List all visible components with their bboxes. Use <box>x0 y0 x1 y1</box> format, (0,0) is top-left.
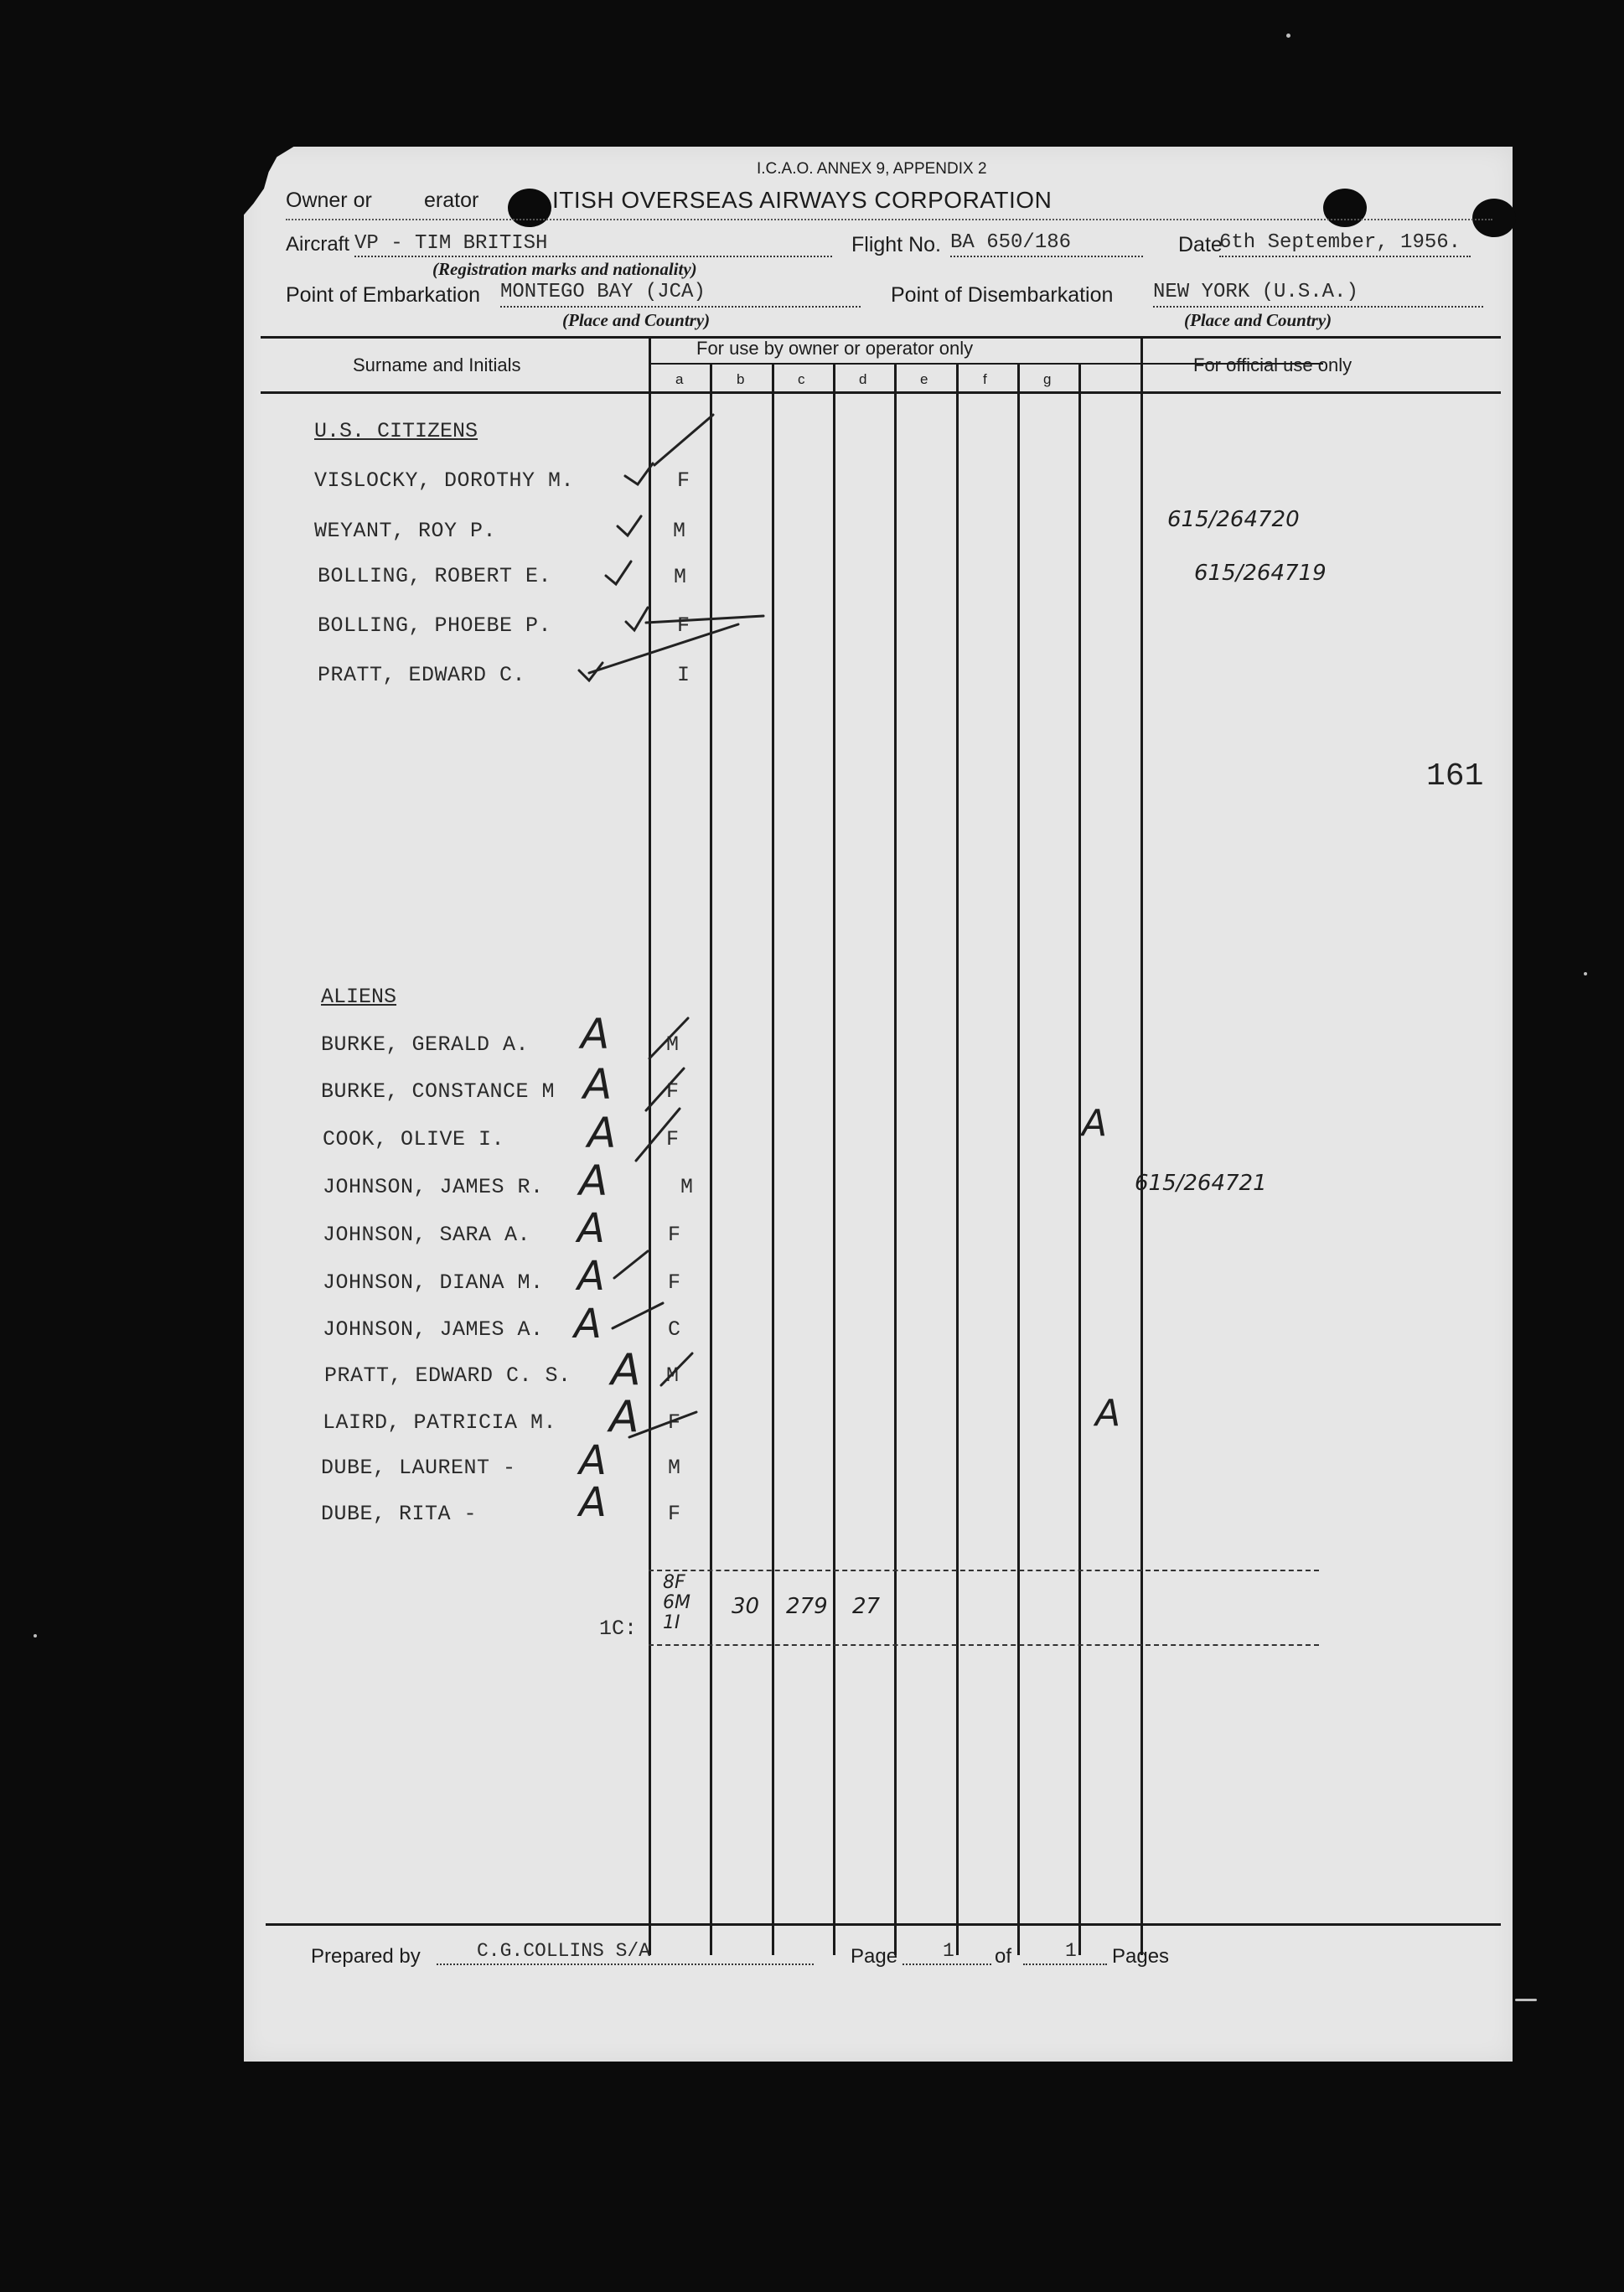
official-number: 615/264720 <box>1167 507 1300 532</box>
passenger-name: BOLLING, ROBERT E. <box>318 564 552 588</box>
passenger-sex: I <box>677 663 690 687</box>
table-bottom-rule <box>266 1923 1501 1926</box>
alien-mark: A <box>581 1010 610 1058</box>
total-col-b: 30 <box>732 1594 760 1619</box>
aircraft-value: VP - TIM BRITISH <box>354 232 548 255</box>
alien-mark: A <box>577 1205 605 1252</box>
passenger-sex: M <box>680 1175 694 1199</box>
disembark-caption: (Place and Country) <box>1184 310 1332 330</box>
passenger-sex: F <box>668 1502 681 1526</box>
flight-value: BA 650/186 <box>950 231 1072 254</box>
passenger-name: JOHNSON, DIANA M. <box>323 1270 544 1295</box>
scan-speck <box>1286 34 1290 38</box>
passenger-name: BURKE, CONSTANCE M <box>321 1079 556 1104</box>
total-col-d: 27 <box>852 1594 881 1619</box>
alien-mark: A <box>577 1253 605 1300</box>
scan-speck <box>1515 1999 1537 2001</box>
col-owner-group-header: For use by owner or operator only <box>696 338 974 359</box>
of-dotted-line <box>1023 1963 1107 1965</box>
prepared-dotted-line <box>437 1963 814 1965</box>
passenger-name: DUBE, LAURENT - <box>321 1456 516 1480</box>
passenger-name: JOHNSON, JAMES R. <box>323 1175 544 1199</box>
alien-mark: A <box>609 1392 639 1442</box>
passenger-sex: M <box>666 1032 680 1057</box>
passenger-name: LAIRD, PATRICIA M. <box>323 1410 557 1435</box>
passenger-sex: F <box>668 1270 681 1295</box>
prepared-label: Prepared by <box>311 1945 421 1968</box>
prepared-value: C.G.COLLINS S/A <box>477 1940 651 1962</box>
official-number: 615/264721 <box>1135 1171 1267 1196</box>
of-value: 1 <box>1065 1940 1077 1962</box>
alien-mark: A <box>587 1109 617 1157</box>
passenger-name: JOHNSON, SARA A. <box>323 1223 531 1247</box>
page-value: 1 <box>943 1940 954 1962</box>
passenger-sex: M <box>673 519 686 543</box>
passenger-sex: C <box>668 1317 681 1342</box>
passenger-name: VISLOCKY, DOROTHY M. <box>314 468 575 493</box>
passenger-name: DUBE, RITA - <box>321 1502 478 1526</box>
col-official-header: For official use only <box>1193 354 1352 375</box>
col-surname-header: Surname and Initials <box>353 354 521 375</box>
col-a-label: a <box>675 371 684 387</box>
embark-caption: (Place and Country) <box>562 310 711 330</box>
passenger-name: PRATT, EDWARD C. S. <box>324 1363 572 1388</box>
col-b-label: b <box>737 371 745 387</box>
total-i: 1I <box>663 1612 680 1633</box>
passenger-sex: M <box>668 1456 681 1480</box>
owner-value: ITISH OVERSEAS AIRWAYS CORPORATION <box>552 187 1052 213</box>
passenger-name: PRATT, EDWARD C. <box>318 663 526 687</box>
totals-sex-breakdown <box>663 1573 690 1633</box>
passenger-sex: M <box>674 565 687 589</box>
owner-label-right: erator <box>424 189 479 212</box>
disembark-value: NEW YORK (U.S.A.) <box>1153 281 1358 303</box>
col-e-label: e <box>920 371 928 387</box>
alien-mark: A <box>579 1156 608 1205</box>
page-label: Page <box>851 1945 898 1968</box>
official-mark: A <box>1082 1102 1108 1145</box>
passenger-sex: F <box>668 1410 681 1435</box>
section-us-citizens: U.S. CITIZENS <box>314 419 478 443</box>
handwritten-checkmarks <box>244 147 1513 2062</box>
total-m: 6M <box>663 1592 690 1613</box>
page-dotted-line <box>903 1963 991 1965</box>
flight-label: Flight No. <box>851 233 941 256</box>
of-label: of <box>995 1945 1012 1968</box>
date-value: 6th September, 1956. <box>1219 231 1461 254</box>
totals-label: 1C: <box>599 1617 638 1641</box>
passenger-name: COOK, OLIVE I. <box>323 1127 505 1151</box>
passenger-name: WEYANT, ROY P. <box>314 519 497 543</box>
annex-title: I.C.A.O. ANNEX 9, APPENDIX 2 <box>757 160 987 178</box>
col-d-label: d <box>859 371 867 387</box>
passenger-sex: F <box>668 1223 681 1247</box>
passenger-name: JOHNSON, JAMES A. <box>323 1317 544 1342</box>
embark-value: MONTEGO BAY (JCA) <box>500 281 706 303</box>
date-label: Date <box>1178 233 1223 256</box>
alien-mark: A <box>579 1437 607 1484</box>
passenger-name: BURKE, GERALD A. <box>321 1032 530 1057</box>
manifest-sheet <box>244 147 1513 2062</box>
page-number-stamp: 161 <box>1426 758 1484 794</box>
owner-label-left: Owner or <box>286 189 372 212</box>
passenger-sex: F <box>666 1127 680 1151</box>
alien-mark: A <box>583 1060 613 1109</box>
col-f-label: f <box>983 371 987 387</box>
totals-top-rule <box>649 1570 1319 1571</box>
embark-label: Point of Embarkation <box>286 283 481 307</box>
total-col-c: 279 <box>786 1594 828 1619</box>
scan-speck <box>1584 972 1587 975</box>
pages-label: Pages <box>1112 1945 1170 1968</box>
total-f: 8F <box>663 1572 685 1593</box>
totals-bottom-rule <box>649 1644 1319 1646</box>
aircraft-caption: (Registration marks and nationality) <box>432 259 697 279</box>
aircraft-label: Aircraft <box>286 233 350 256</box>
col-g-label: g <box>1043 371 1052 387</box>
passenger-sex: F <box>666 1079 680 1104</box>
passenger-sex: F <box>677 613 690 638</box>
scan-speck <box>34 1634 37 1638</box>
alien-mark: A <box>574 1301 602 1348</box>
col-c-label: c <box>798 371 805 387</box>
passenger-sex: F <box>677 468 690 493</box>
official-mark: A <box>1095 1392 1121 1435</box>
passenger-name: BOLLING, PHOEBE P. <box>318 613 552 638</box>
alien-mark: A <box>579 1479 607 1526</box>
passenger-sex: M <box>666 1363 680 1388</box>
alien-mark: A <box>611 1345 641 1395</box>
section-aliens: ALIENS <box>321 985 397 1009</box>
disembark-label: Point of Disembarkation <box>891 283 1114 307</box>
official-number: 615/264719 <box>1194 561 1327 586</box>
